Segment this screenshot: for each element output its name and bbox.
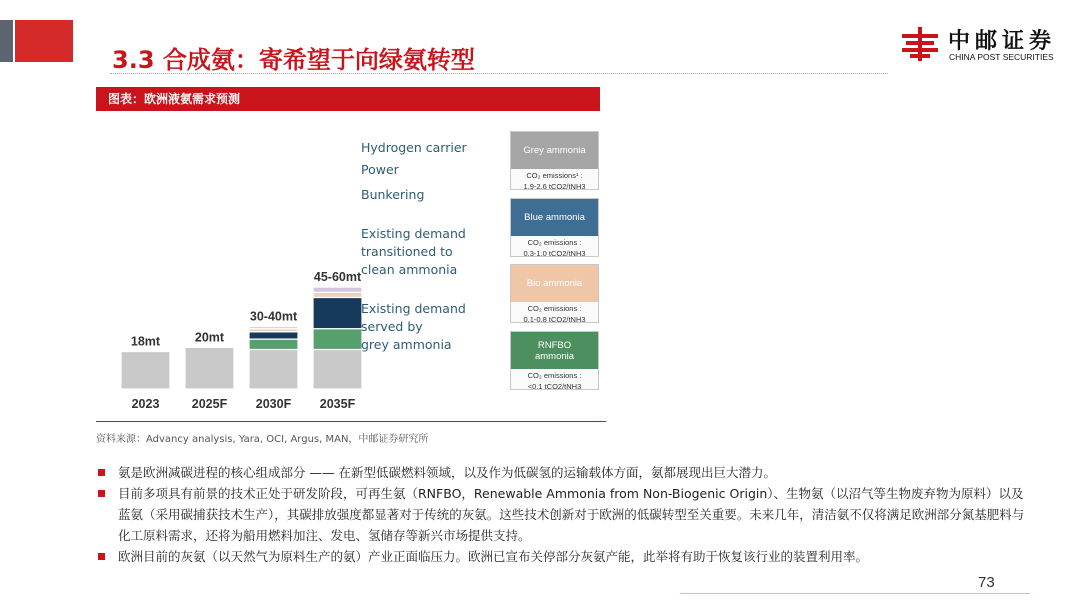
x-tick-label: 2035F xyxy=(319,397,356,411)
bar-segment-2030F-s4 xyxy=(249,327,298,329)
bar-segment-2023-s0 xyxy=(121,352,170,389)
bullet-item: 目前多项具有前景的技术正处于研发阶段，可再生氨（RNFBO，Renewable Ammonia from Non-Biogenic Origin）、生物氨（以沼气等生物废弃物为原料）以及蓝氨（采用碳捕获技术生产），其碳排放强度都显著对于传统的灰氨。这些技术创新对于欧洲的低碳转型至关重要。未来几年，清洁氨不仅将满足欧洲部分氮基肥料与化工原料需求，还将为船用燃料加注、发电、氢储存等新兴市场提供支持。 xyxy=(96,483,1031,546)
source-note: 资料来源：Advancy analysis, Yara, OCI, Argus, MAN，中邮证券研究所 xyxy=(96,434,429,445)
series-label: Bunkering xyxy=(361,187,425,202)
bar-total-label: 18mt xyxy=(130,334,161,349)
logo-chinese-name: 中邮证券 xyxy=(948,29,1057,54)
bar-segment-2035F-s2 xyxy=(313,297,362,328)
logo-english-name: CHINA POST SECURITIES xyxy=(949,52,1054,62)
series-label: Hydrogen carrier xyxy=(361,140,467,155)
bar-total-label: 45-60mt xyxy=(313,270,362,285)
emissions-legend-item xyxy=(510,198,599,257)
series-label: Existing demand transitioned to clean ammonia xyxy=(361,226,466,277)
x-tick-label: 2023 xyxy=(131,397,160,411)
emissions-legend-value: CO₂ emissions : <0.1 tCO2/tNH3 xyxy=(527,371,582,391)
bar-segment-2035F-s0 xyxy=(313,349,362,389)
figure-label: 图表：欧洲液氨需求预测 xyxy=(96,87,600,111)
bar-segment-2025F-s0 xyxy=(185,347,234,389)
bullet-item: 氨是欧洲减碳进程的核心组成部分 —— 在新型低碳燃料领域，以及作为低碳氢的运输载体方面，氨都展现出巨大潜力。 xyxy=(96,462,1031,483)
emissions-legend-title: Blue ammonia xyxy=(511,199,598,236)
title-divider xyxy=(110,73,888,74)
emissions-legend-title: Bio ammonia xyxy=(511,265,598,302)
emissions-legend-item xyxy=(510,331,599,390)
series-label: Power xyxy=(361,162,399,177)
decor-dark-block xyxy=(0,20,13,62)
emissions-legend-value: CO₂ emissions : 0.1-0.8 tCO2/tNH3 xyxy=(523,304,586,324)
footer-divider xyxy=(680,593,1030,594)
chart-bottom-rule xyxy=(96,421,606,422)
bullet-list xyxy=(96,462,1031,567)
x-tick-label: 2025F xyxy=(191,397,228,411)
page-number: 73 xyxy=(978,574,995,591)
bar-segment-2035F-s3 xyxy=(313,292,362,297)
bar-segment-2030F-s1 xyxy=(249,339,298,349)
emissions-legend-title: Grey ammonia xyxy=(511,132,598,169)
emissions-legend-value: CO₂ emissions¹ : 1.9-2.6 tCO2/tNH3 xyxy=(523,171,586,191)
company-logo xyxy=(900,24,1070,64)
china-post-logo-icon xyxy=(900,24,940,64)
bar-segment-2035F-s1 xyxy=(313,329,362,350)
bar-total-label: 20mt xyxy=(194,330,225,345)
x-tick-label: 2030F xyxy=(255,397,292,411)
emissions-legend-item xyxy=(510,264,599,323)
bar-segment-2030F-s0 xyxy=(249,349,298,389)
bullet-item: 欧洲目前的灰氨（以天然气为原料生产的氨）产业正面临压力。欧洲已宣布关停部分灰氨产能，此举将有助于恢复该行业的装置利用率。 xyxy=(96,546,1031,567)
decor-red-block xyxy=(15,20,73,62)
page-title: 3.3 合成氨：寄希望于向绿氨转型 xyxy=(112,46,475,74)
bar-total-label: 30-40mt xyxy=(249,309,298,324)
bar-segment-2035F-s4 xyxy=(313,287,362,292)
series-label: Existing demand served by grey ammonia xyxy=(361,301,466,352)
bar-segment-2030F-s2 xyxy=(249,332,298,339)
emissions-legend-title: RNFBO ammonia xyxy=(511,332,598,369)
emissions-legend-value: CO₂ emissions : 0.3-1.0 tCO2/tNH3 xyxy=(523,238,586,258)
emissions-legend-item xyxy=(510,131,599,190)
